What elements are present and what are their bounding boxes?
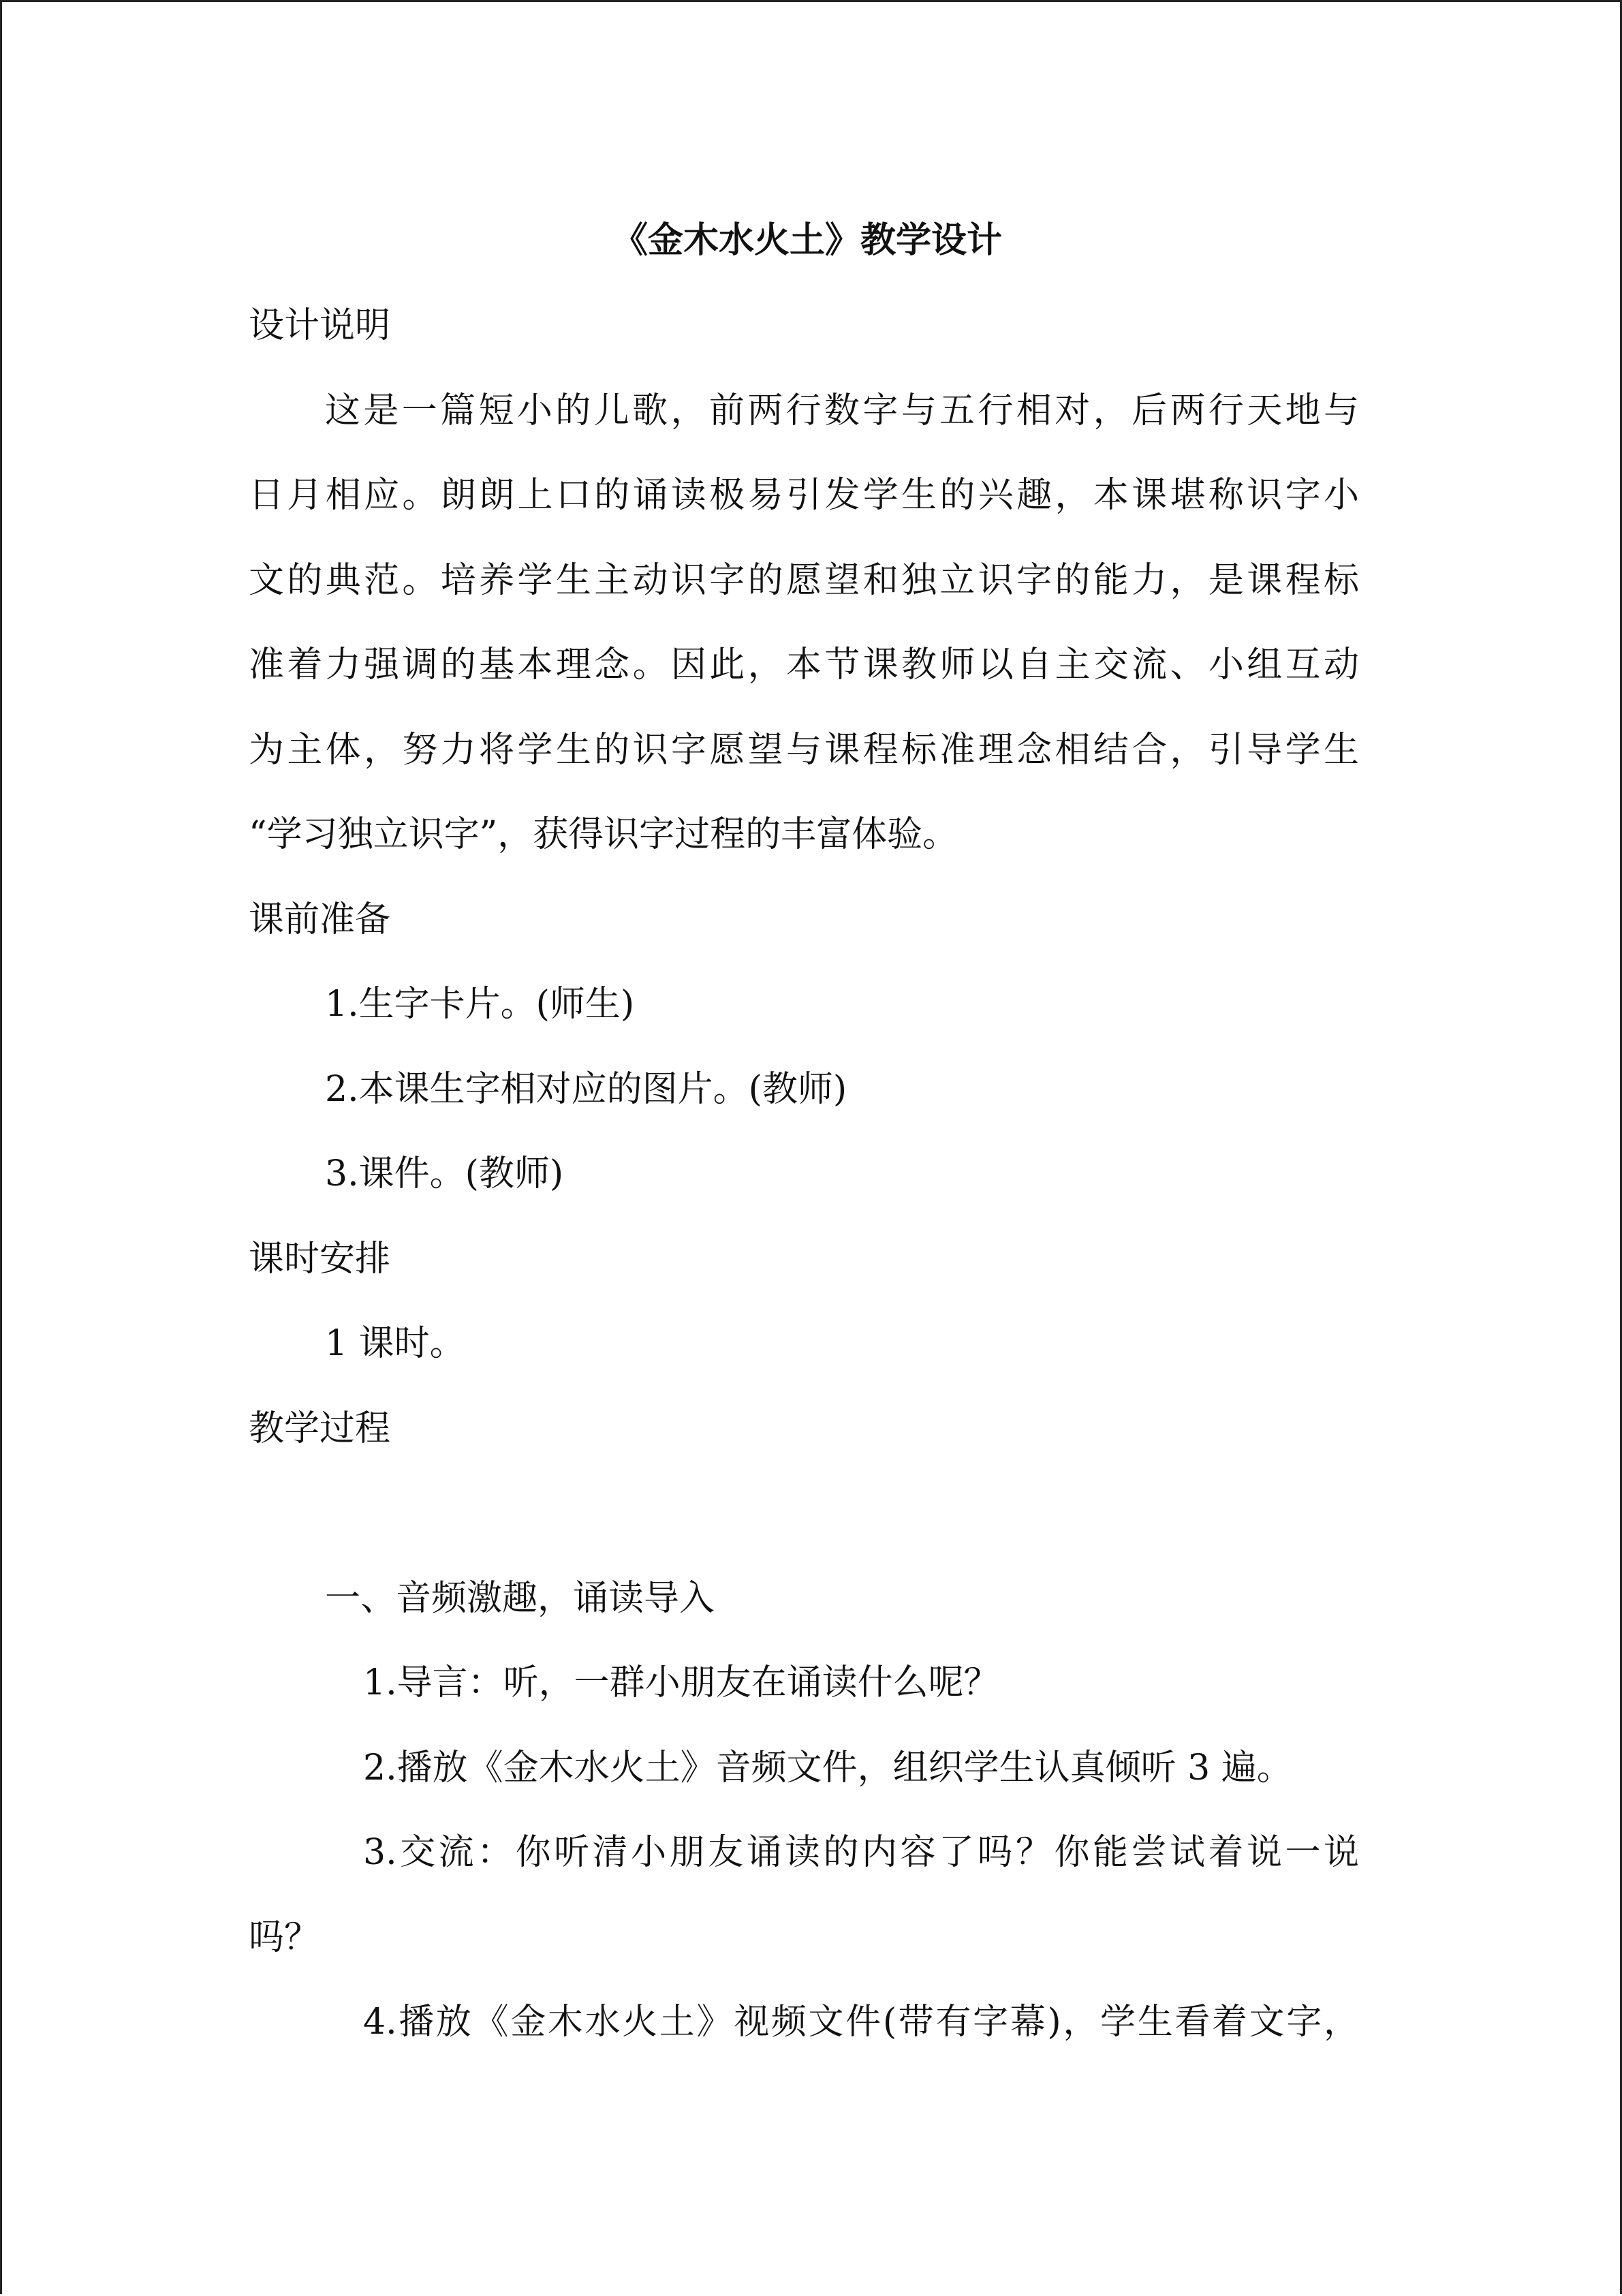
schedule-text: 1 课时。: [325, 1323, 465, 1364]
document-body: [249, 2, 1366, 2296]
list-item: 3.课件。(教师): [325, 1153, 564, 1194]
section-heading-process: 教学过程: [249, 1408, 391, 1449]
list-item: 2.本课生字相对应的图片。(教师): [325, 1069, 847, 1110]
paragraph-line: 准着力强调的基本理念。因此，本节课教师以自主交流、小组互动: [249, 645, 1359, 685]
paragraph-line: “学习独立识字”，获得识字过程的丰富体验。: [249, 814, 958, 855]
document-title: 《金木水火土》教学设计: [612, 219, 1002, 261]
process-step: 4.播放《金木水火土》视频文件(带有字幕)，学生看着文字，: [363, 2002, 1359, 2043]
process-step: 1.导言：听，一群小朋友在诵读什么呢？: [363, 1662, 999, 1703]
process-step: 3.交流：你听清小朋友诵读的内容了吗？你能尝试着说一说: [363, 1832, 1359, 1873]
process-step: 2.播放《金木水火土》音频文件，组织学生认真倾听 3 遍。: [363, 1748, 1292, 1788]
process-part-heading: 一、音频激趣，诵读导入: [325, 1578, 715, 1619]
section-heading-preparation: 课前准备: [249, 899, 391, 940]
paragraph-line: 这是一篇短小的儿歌，前两行数字与五行相对，后两行天地与: [325, 390, 1359, 431]
paragraph-line: 文的典范。培养学生主动识字的愿望和独立识字的能力，是课程标: [249, 560, 1359, 601]
process-step-continuation: 吗？: [249, 1917, 320, 1958]
section-heading-schedule: 课时安排: [249, 1239, 391, 1279]
section-heading-design-note: 设计说明: [249, 305, 391, 346]
paragraph-line: 为主体，努力将学生的识字愿望与课程标准理念相结合，引导学生: [249, 730, 1359, 771]
list-item: 1.生字卡片。(师生): [325, 984, 635, 1025]
paragraph-line: 日月相应。朗朗上口的诵读极易引发学生的兴趣，本课堪称识字小: [249, 475, 1359, 516]
